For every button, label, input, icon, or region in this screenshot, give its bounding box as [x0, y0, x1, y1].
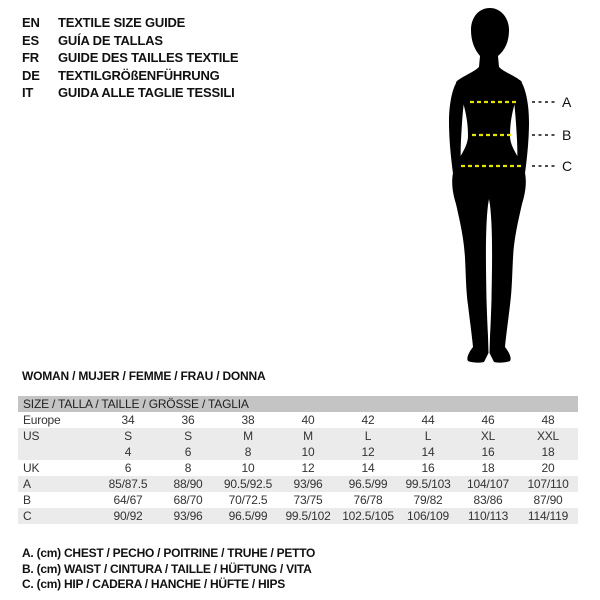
size-cell: 16: [421, 461, 435, 475]
language-list: [22, 14, 238, 102]
size-cell: 73/75: [293, 493, 323, 507]
size-cell: 48: [541, 413, 555, 427]
size-cell: 70/72.5: [228, 493, 268, 507]
language-label: GUIDA ALLE TAGLIE TESSILI: [58, 85, 235, 101]
language-label: GUÍA DE TALLAS: [58, 32, 163, 48]
size-cell: 85/87.5: [108, 477, 148, 491]
language-row: [22, 49, 238, 67]
language-label: TEXTILGRÖßENFÜHRUNG: [58, 67, 220, 83]
legend-line: B. (cm) WAIST / CINTURA / TAILLE / HÜFTUNG / VITA: [22, 561, 312, 576]
table-group-title: WOMAN / MUJER / FEMME / FRAU / DONNA: [22, 369, 266, 383]
size-cell: 42: [361, 413, 375, 427]
size-cell: L: [424, 429, 432, 443]
table-row: [18, 460, 578, 476]
size-cell: S: [124, 429, 132, 443]
row-label: B: [23, 493, 31, 507]
size-table-body: [18, 412, 578, 524]
size-cell: 68/70: [173, 493, 203, 507]
size-cell: 104/107: [467, 477, 509, 491]
legend-line: A. (cm) CHEST / PECHO / POITRINE / TRUHE / PETTO: [22, 546, 316, 560]
size-cell: 90/92: [113, 509, 143, 523]
size-cell: M: [243, 429, 253, 443]
table-row: [18, 428, 578, 444]
language-code: EN: [22, 15, 40, 31]
row-label: UK: [23, 461, 40, 475]
size-cell: 8: [244, 445, 252, 459]
size-table: [18, 396, 578, 524]
size-cell: 12: [301, 461, 315, 475]
table-row: [18, 492, 578, 508]
size-cell: 99.5/103: [405, 477, 451, 491]
size-cell: S: [184, 429, 192, 443]
size-cell: 6: [184, 445, 192, 459]
size-cell: 14: [421, 445, 435, 459]
size-cell: 38: [241, 413, 255, 427]
size-cell: 40: [301, 413, 315, 427]
legend-line: C. (cm) HIP / CADERA / HANCHE / HÜFTE / HIPS: [22, 577, 286, 591]
table-row: [18, 508, 578, 524]
figure-area: [398, 0, 598, 380]
right-arm: [513, 80, 529, 219]
size-cell: 10: [301, 445, 315, 459]
size-cell: 79/82: [413, 493, 443, 507]
size-cell: 90.5/92.5: [223, 477, 273, 491]
size-cell: 88/90: [173, 477, 203, 491]
size-cell: 64/67: [113, 493, 143, 507]
table-row: [18, 444, 578, 460]
size-cell: M: [303, 429, 313, 443]
size-cell: 6: [124, 461, 132, 475]
size-cell: 102.5/105: [342, 509, 394, 523]
language-row: [22, 67, 238, 85]
size-cell: 76/78: [353, 493, 383, 507]
row-label: A: [23, 477, 31, 491]
measure-label-b: B: [562, 127, 572, 143]
size-cell: 114/119: [527, 509, 569, 523]
size-cell: 46: [481, 413, 495, 427]
row-label: US: [23, 429, 40, 443]
size-cell: 36: [181, 413, 195, 427]
size-cell: 96.5/99: [348, 477, 388, 491]
size-cell: XL: [480, 429, 496, 443]
size-cell: 14: [361, 461, 375, 475]
language-label: TEXTILE SIZE GUIDE: [58, 15, 186, 31]
size-cell: 4: [124, 445, 132, 459]
language-code: ES: [22, 32, 39, 48]
size-cell: 20: [541, 461, 555, 475]
row-label: [18, 444, 98, 460]
row-label: Europe: [23, 413, 61, 427]
size-cell: 44: [421, 413, 435, 427]
size-cell: 106/109: [407, 509, 449, 523]
language-row: [22, 84, 238, 102]
size-cell: 87/90: [533, 493, 563, 507]
size-cell: 18: [481, 461, 495, 475]
measure-label-c: C: [562, 158, 573, 174]
size-cell: 18: [541, 445, 555, 459]
row-label: C: [23, 509, 32, 523]
language-code: FR: [22, 50, 39, 66]
measure-label-a: A: [562, 94, 572, 110]
language-code: IT: [22, 85, 34, 101]
language-label: GUIDE DES TAILLES TEXTILE: [58, 50, 239, 66]
size-cell: 110/113: [467, 509, 509, 523]
size-cell: 96.5/99: [228, 509, 268, 523]
language-row: [22, 32, 238, 50]
size-cell: 34: [121, 413, 135, 427]
size-cell: XXL: [536, 429, 560, 443]
size-table-header: SIZE / TALLA / TAILLE / GRÖSSE / TAGLIA: [18, 396, 578, 412]
language-row: [22, 14, 238, 32]
table-row: [18, 476, 578, 492]
size-cell: L: [364, 429, 372, 443]
size-cell: 83/86: [473, 493, 503, 507]
body-outline: [452, 8, 526, 363]
size-cell: 107/110: [527, 477, 569, 491]
size-cell: 16: [481, 445, 495, 459]
size-cell: 8: [184, 461, 192, 475]
size-cell: 93/96: [293, 477, 323, 491]
size-cell: 93/96: [173, 509, 203, 523]
woman-silhouette: [398, 0, 598, 380]
table-row: [18, 412, 578, 428]
left-arm: [449, 80, 465, 219]
size-cell: 10: [241, 461, 255, 475]
language-code: DE: [22, 67, 40, 83]
size-cell: 12: [361, 445, 375, 459]
size-cell: 99.5/102: [285, 509, 331, 523]
measurement-legend: [22, 546, 315, 593]
